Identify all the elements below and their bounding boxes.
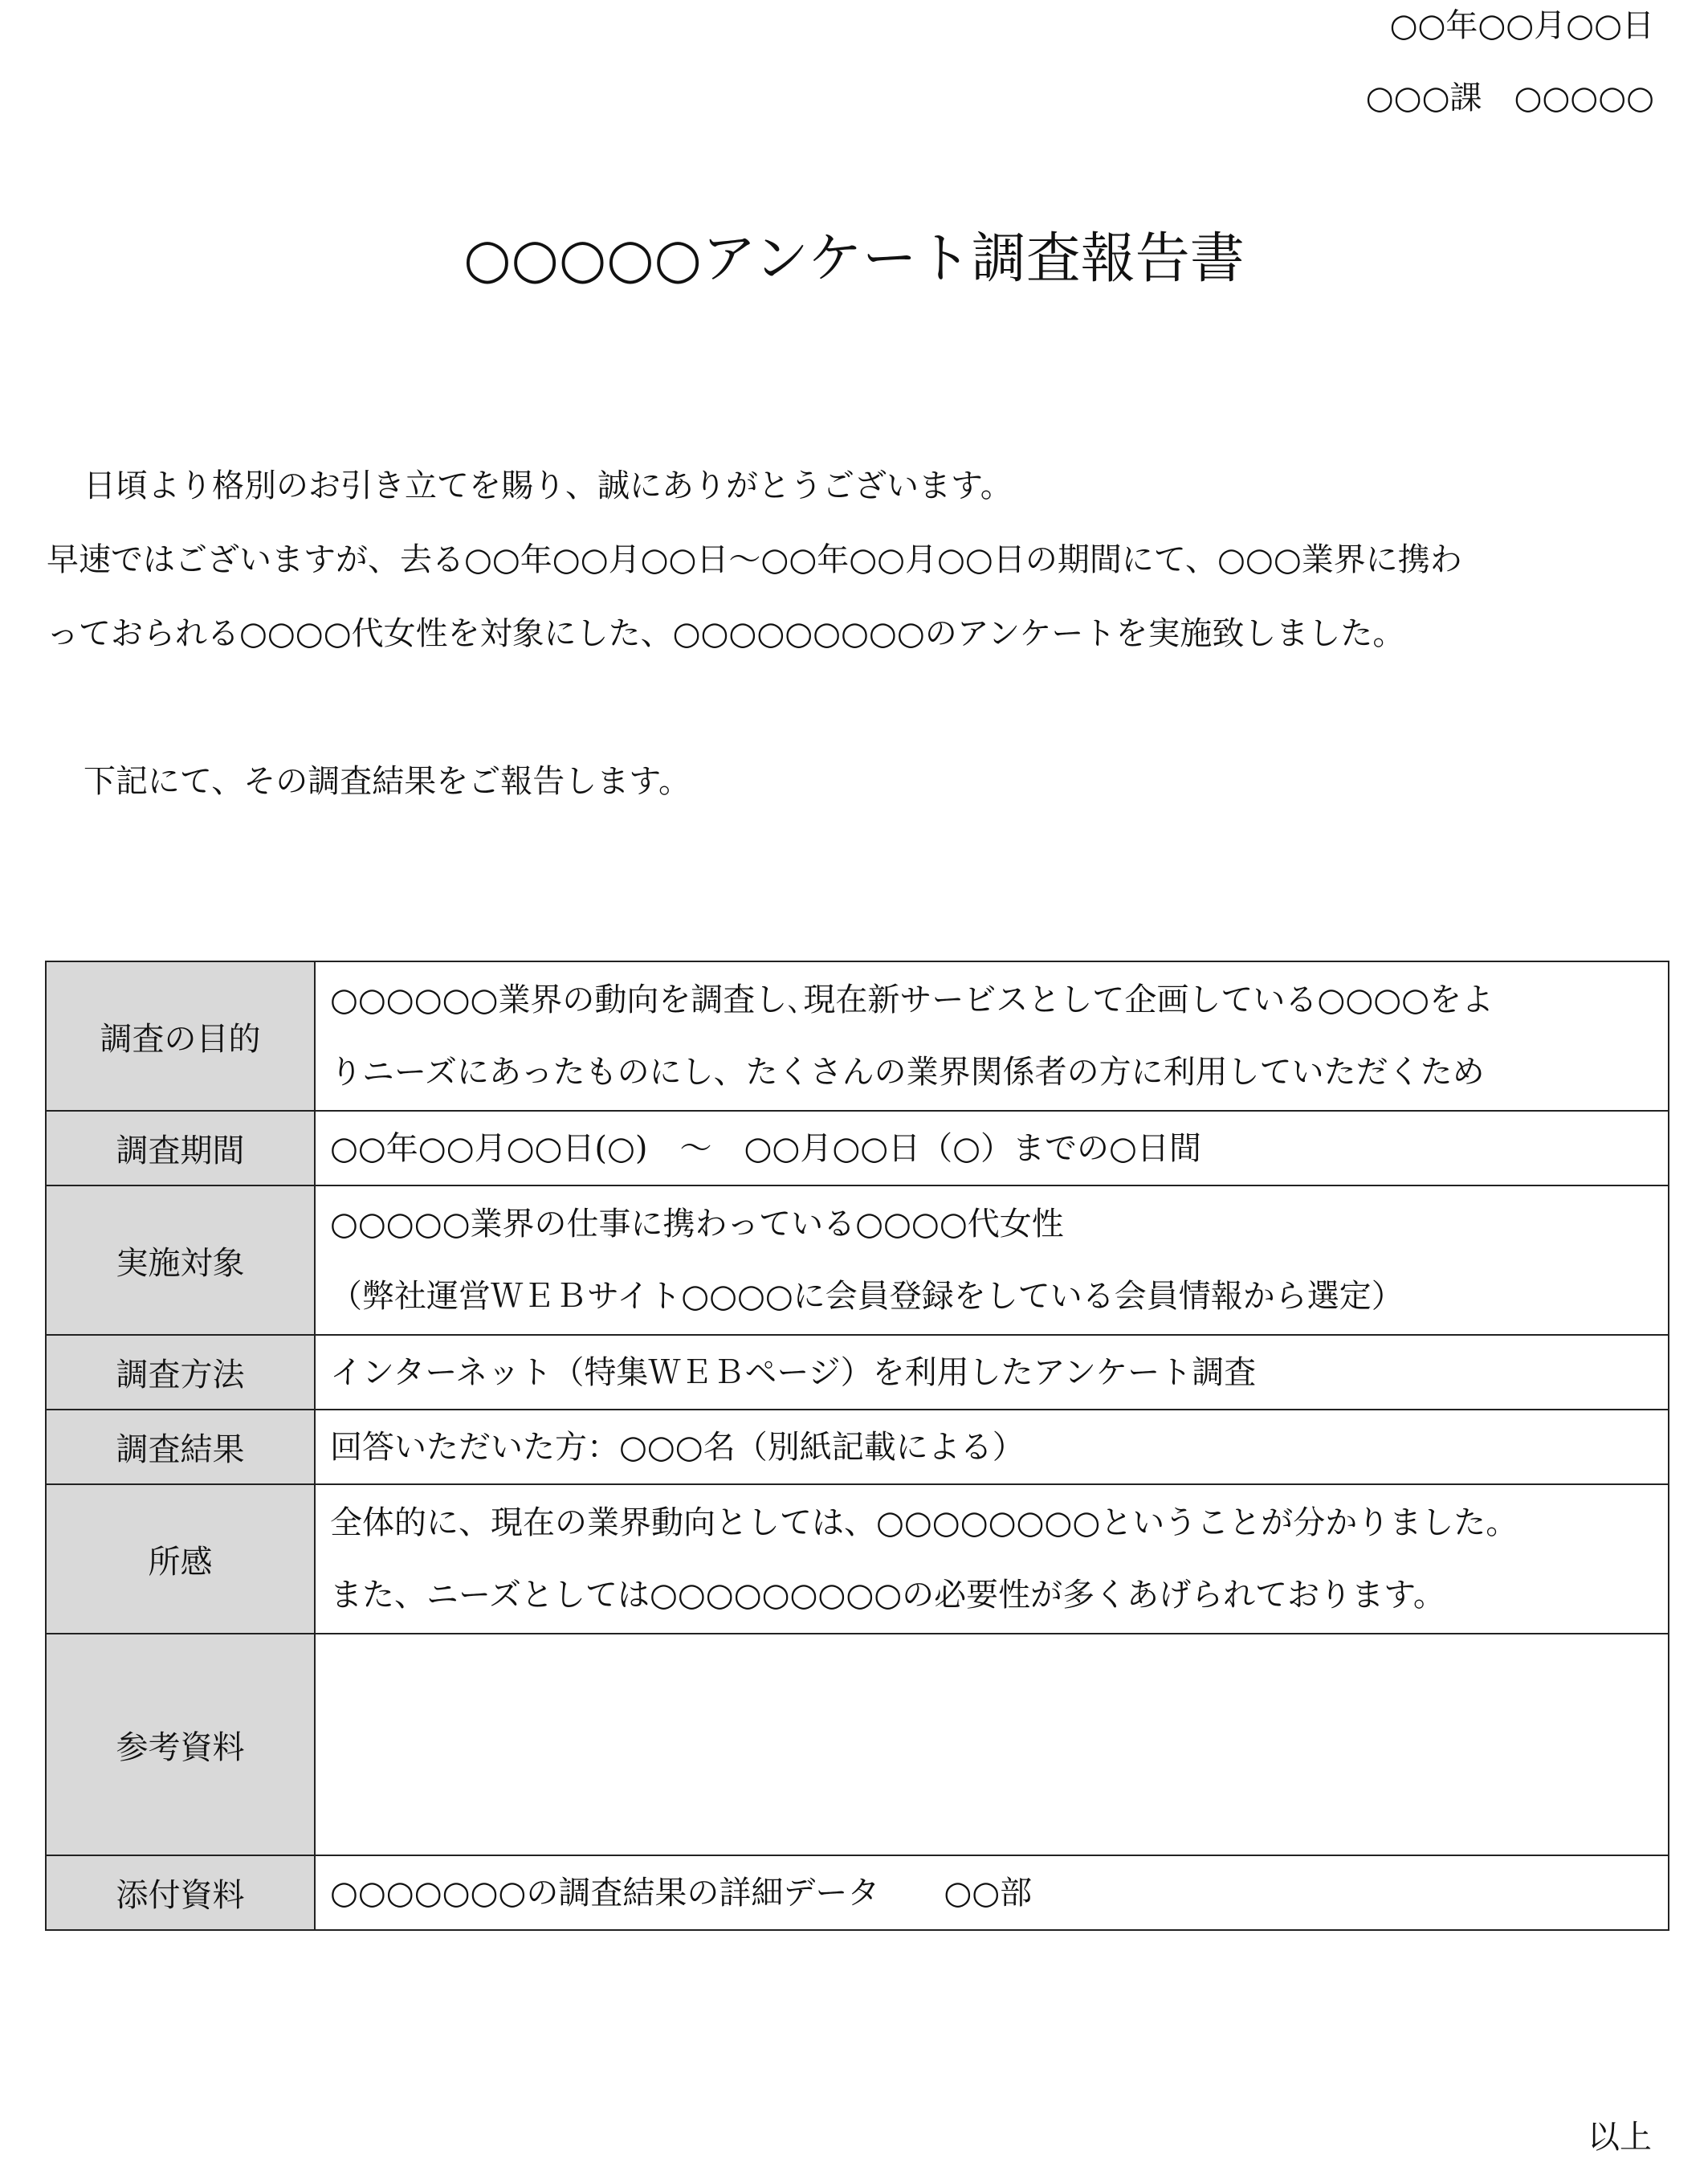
value-line: ○○○○○業界の仕事に携わっている○○○○代女性 xyxy=(330,1206,1064,1243)
table-row xyxy=(46,1855,1669,1930)
row-value-result xyxy=(315,1410,1669,1484)
table-row xyxy=(46,1634,1669,1855)
row-label-method: 調査方法 xyxy=(46,1335,315,1410)
row-value-impressions xyxy=(315,1484,1669,1634)
row-value-attachments xyxy=(315,1855,1669,1930)
report-date: ○○年○○月○○日 xyxy=(1389,7,1654,44)
row-label-attachments: 添付資料 xyxy=(46,1855,315,1930)
value-line: ○○○○○○業界の動向を調査し､現在新サービスとして企画している○○○○をよ xyxy=(330,981,1494,1018)
value-line: インターネット（特集ＷＥＢページ）を利用したアンケート調査 xyxy=(330,1353,1257,1391)
survey-report-table xyxy=(45,961,1669,1931)
value-line: ○○○○○○○の調査結果の詳細データ ○○部 xyxy=(330,1874,1033,1912)
table-row xyxy=(46,1111,1669,1185)
value-line: 全体的に、現在の業界動向としては、○○○○○○○○ということが分かりました。 xyxy=(330,1504,1518,1541)
intro-report-notice: 下記にて、その調査結果をご報告します。 xyxy=(84,763,691,800)
department-author: ○○○課 ○○○○○ xyxy=(1365,80,1654,116)
row-value-purpose xyxy=(315,961,1669,1111)
intro-greeting: 日頃より格別のお引き立てを賜り、誠にありがとうございます。 xyxy=(84,467,1013,504)
row-label-result: 調査結果 xyxy=(46,1410,315,1484)
row-label-references: 参考資料 xyxy=(46,1634,315,1855)
intro-body-line-1: 早速ではございますが、去る○○年○○月○○日～○○年○○月○○日の期間にて、○○○業界に携わ xyxy=(47,541,1462,578)
table-row xyxy=(46,1185,1669,1335)
row-value-target xyxy=(315,1185,1669,1335)
table-row xyxy=(46,1335,1669,1410)
intro-body-line-2: っておられる○○○○代女性を対象にした、○○○○○○○○○のアンケートを実施致しました。 xyxy=(47,615,1405,652)
row-label-period: 調査期間 xyxy=(46,1111,315,1185)
row-value-period xyxy=(315,1111,1669,1185)
value-line: ○○年○○月○○日(○) ～ ○○月○○日（○）までの○日間 xyxy=(330,1129,1201,1167)
page-title: ○○○○○アンケート調査報告書 xyxy=(463,227,1245,291)
row-label-purpose: 調査の目的 xyxy=(46,961,315,1111)
value-line: りニーズにあったものにし、たくさんの業界関係者の方に利用していただくため xyxy=(330,1054,1485,1091)
value-line: （弊社運営ＷＥＢサイト○○○○に会員登録をしている会員情報から選定） xyxy=(330,1278,1404,1315)
table-row xyxy=(46,1484,1669,1634)
value-line: また、ニーズとしては○○○○○○○○○の必要性が多くあげられております。 xyxy=(330,1577,1445,1614)
intro-paragraph xyxy=(47,459,1669,829)
value-line: 回答いただいた方：○○○名（別紙記載による） xyxy=(330,1428,1025,1466)
row-value-method xyxy=(315,1335,1669,1410)
table-row xyxy=(46,1410,1669,1484)
table-row xyxy=(46,961,1669,1111)
row-value-references xyxy=(315,1634,1669,1855)
row-label-target: 実施対象 xyxy=(46,1185,315,1335)
closing-mark: 以上 xyxy=(1588,2119,1652,2156)
blank-line xyxy=(47,681,1669,755)
row-label-impressions: 所感 xyxy=(46,1484,315,1634)
